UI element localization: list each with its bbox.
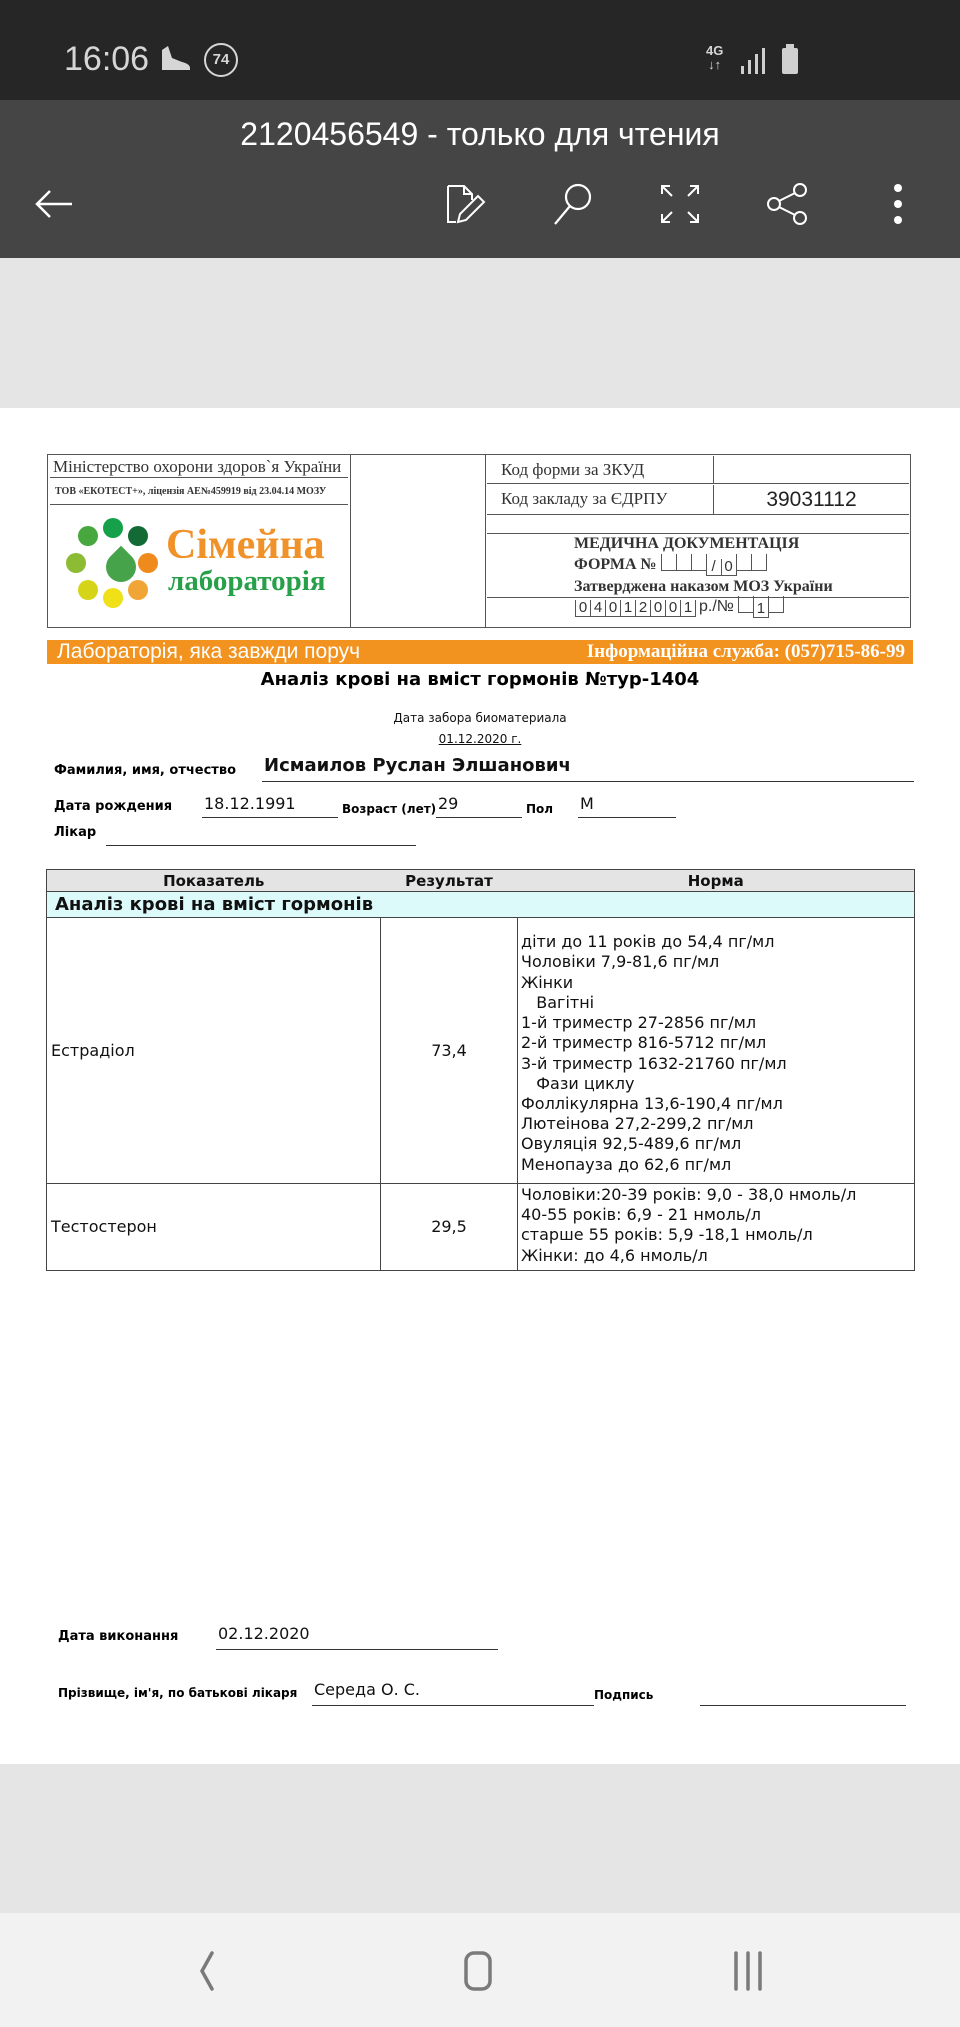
license-label: ТОВ «ЕКОТЕСТ+», ліцензія АЕ№459919 від 23.04.14 МОЗУ xyxy=(50,479,348,505)
digit-box xyxy=(736,554,752,571)
digit-box: 1 xyxy=(753,601,769,618)
doctor-label: Лікар xyxy=(54,825,97,840)
nav-home-button[interactable] xyxy=(454,1947,502,1995)
shoe-icon xyxy=(158,44,192,72)
approved-number-label: р./№ xyxy=(699,598,734,616)
norm-line: Чоловіки 7,9-81,6 пг/мл xyxy=(521,952,720,972)
fio-value: Исмаилов Руслан Элшанович xyxy=(262,756,914,782)
digit-box: 4 xyxy=(590,600,606,617)
logo-dot xyxy=(128,526,148,546)
network-4g-icon xyxy=(706,44,723,72)
sample-date-value: 01.12.2020 г. xyxy=(438,732,522,746)
results-table xyxy=(46,869,915,1271)
norm-line: 40-55 років: 6,9 - 21 нмоль/л xyxy=(521,1205,761,1225)
edrpou-label: Код закладу за ЄДРПУ xyxy=(501,489,668,508)
norm-line: Фази циклу xyxy=(521,1073,635,1093)
notification-badge-icon: 74 xyxy=(204,43,238,77)
exec-date-label: Дата виконання xyxy=(58,1629,179,1644)
battery-icon xyxy=(782,48,798,74)
search-button[interactable] xyxy=(548,180,596,228)
signature-label: Подпись xyxy=(594,1688,654,1702)
nav-recent-apps-button[interactable] xyxy=(724,1947,772,1995)
status-bar xyxy=(0,0,960,100)
approved-number-boxes xyxy=(738,596,783,619)
fullscreen-button[interactable] xyxy=(656,180,704,228)
navigation-bar xyxy=(0,1913,960,2027)
digit-box xyxy=(661,554,677,571)
approved-date-boxes xyxy=(575,598,695,618)
logo-dot xyxy=(128,580,148,600)
norm-line: Вагітні xyxy=(521,992,595,1012)
digit-box: 0 xyxy=(575,600,591,617)
logo-dot xyxy=(138,553,158,573)
form-code-label: Код форми за ЗКУД xyxy=(501,460,645,479)
share-icon xyxy=(764,180,812,228)
digit-box xyxy=(751,554,767,571)
norm-line: 2-й триместр 816-5712 пг/мл xyxy=(521,1033,767,1053)
doctor-value xyxy=(106,824,416,846)
result-value: 73,4 xyxy=(381,918,518,1184)
edrpou-row xyxy=(487,485,909,515)
edit-button[interactable] xyxy=(442,180,490,228)
norm-line: Жінки: до 4,6 нмоль/л xyxy=(521,1245,708,1265)
doctor-name-value: Середа О. С. xyxy=(312,1680,594,1706)
result-value: 29,5 xyxy=(381,1184,518,1271)
fio-label: Фамилия, имя, отчество xyxy=(54,763,236,778)
age-label: Возраст (лет) xyxy=(342,802,437,816)
norm-line: діти до 11 років до 54,4 пг/мл xyxy=(521,932,775,952)
form-code-row xyxy=(487,456,909,484)
network-type: 4G xyxy=(706,43,724,58)
indicator-name: Тестостерон xyxy=(47,1184,381,1271)
approved-label: Затверджена наказом МОЗ України xyxy=(574,578,833,595)
norm-line: Лютеінова 27,2-299,2 пг/мл xyxy=(521,1114,754,1134)
indicator-name: Естрадіол xyxy=(47,918,381,1184)
app-bar xyxy=(0,100,960,258)
table-header-row xyxy=(47,870,915,892)
form-number-label: ФОРМА № xyxy=(574,556,657,574)
data-arrows-icon: ↓↑ xyxy=(708,57,722,72)
table-section-row xyxy=(47,892,915,918)
table-row xyxy=(47,918,915,1184)
form-code-value xyxy=(713,456,909,483)
status-time: 16:06 xyxy=(64,40,150,78)
digit-box xyxy=(691,554,707,571)
fullscreen-icon xyxy=(656,180,704,228)
digit-box xyxy=(768,596,784,613)
sex-value: М xyxy=(578,794,676,818)
ministry-label: Міністерство охорони здоров`я України xyxy=(50,456,348,478)
norm-line: Овуляція 92,5-489,6 пг/мл xyxy=(521,1134,742,1154)
sex-label: Пол xyxy=(526,802,554,816)
norm-line: старше 55 років: 5,9 -18,1 нмоль/л xyxy=(521,1225,813,1245)
digit-box: 0 xyxy=(605,600,621,617)
dob-label: Дата рождения xyxy=(54,799,173,814)
digit-box: 1 xyxy=(620,600,636,617)
more-options-button[interactable] xyxy=(874,180,922,228)
norm-line: 3-й триместр 1632-21760 пг/мл xyxy=(521,1053,787,1073)
document-title: 2120456549 - только для чтения xyxy=(240,116,720,152)
share-button[interactable] xyxy=(764,180,812,228)
nav-back-button[interactable] xyxy=(184,1947,232,1995)
logo-brand-line2: лабораторія xyxy=(168,565,326,597)
edit-document-icon xyxy=(442,180,490,228)
dob-value: 18.12.1991 xyxy=(202,794,338,818)
back-button[interactable] xyxy=(30,180,78,228)
digit-box: 0 xyxy=(665,600,681,617)
norm-line: Чоловіки:20-39 років: 9,0 - 38,0 нмоль/л xyxy=(521,1185,857,1204)
banner-slogan: Лабораторія, яка завжди поруч xyxy=(57,640,361,663)
norm-line: Фоллікулярна 13,6-190,4 пг/мл xyxy=(521,1093,783,1113)
form-number-line xyxy=(574,554,833,577)
signature-value xyxy=(700,1680,906,1706)
logo-dot xyxy=(103,588,123,608)
blank-row xyxy=(487,516,909,534)
medical-doc-block xyxy=(574,534,833,597)
norm-range xyxy=(518,1184,915,1271)
edrpou-value: 39031112 xyxy=(713,485,909,514)
digit-box: 1 xyxy=(680,600,696,617)
norm-line: Менопауза до 62,6 пг/мл xyxy=(521,1154,732,1174)
header-middle-box xyxy=(350,454,486,628)
sample-date-label: Дата забора биоматериала xyxy=(393,711,567,725)
norm-line: Жінки xyxy=(521,972,574,992)
digit-box xyxy=(738,596,754,613)
logo-dot xyxy=(103,518,123,538)
col-header-indicator: Показатель xyxy=(47,870,381,892)
orange-banner xyxy=(47,640,913,664)
digit-box: 0 xyxy=(650,600,666,617)
arrow-left-icon xyxy=(30,180,78,228)
table-row xyxy=(47,1184,915,1271)
form-number-boxes xyxy=(661,554,766,577)
col-header-result: Результат xyxy=(381,870,518,892)
lab-logo xyxy=(58,508,343,620)
medical-doc-title: МЕДИЧНА ДОКУМЕНТАЦІЯ xyxy=(574,535,800,552)
logo-brand-line1: Сімейна xyxy=(166,522,325,568)
exec-date-value: 02.12.2020 xyxy=(216,1624,498,1650)
logo-dot xyxy=(78,526,98,546)
search-icon xyxy=(548,180,596,228)
signal-icon xyxy=(740,46,766,74)
digit-box: / xyxy=(706,559,722,576)
analysis-title: Аналіз крові на вміст гормонів №тур-1404 xyxy=(260,669,700,690)
more-vertical-icon xyxy=(874,180,922,228)
norm-line: 1-й триместр 27-2856 пг/мл xyxy=(521,1013,757,1033)
digit-box: 0 xyxy=(721,559,737,576)
age-value: 29 xyxy=(436,794,522,818)
doctor-name-label: Прізвище, ім'я, по батькові лікаря xyxy=(58,1686,298,1700)
digit-box: 2 xyxy=(635,600,651,617)
section-title: Аналіз крові на вміст гормонів xyxy=(47,892,915,918)
col-header-norm: Норма xyxy=(518,870,915,892)
banner-info-phone: Інформаційна служба: (057)715-86-99 xyxy=(586,641,905,662)
digit-box xyxy=(676,554,692,571)
approved-date-line xyxy=(575,596,783,619)
logo-dot xyxy=(78,580,98,600)
norm-range xyxy=(518,918,915,1184)
logo-dot xyxy=(66,553,86,573)
